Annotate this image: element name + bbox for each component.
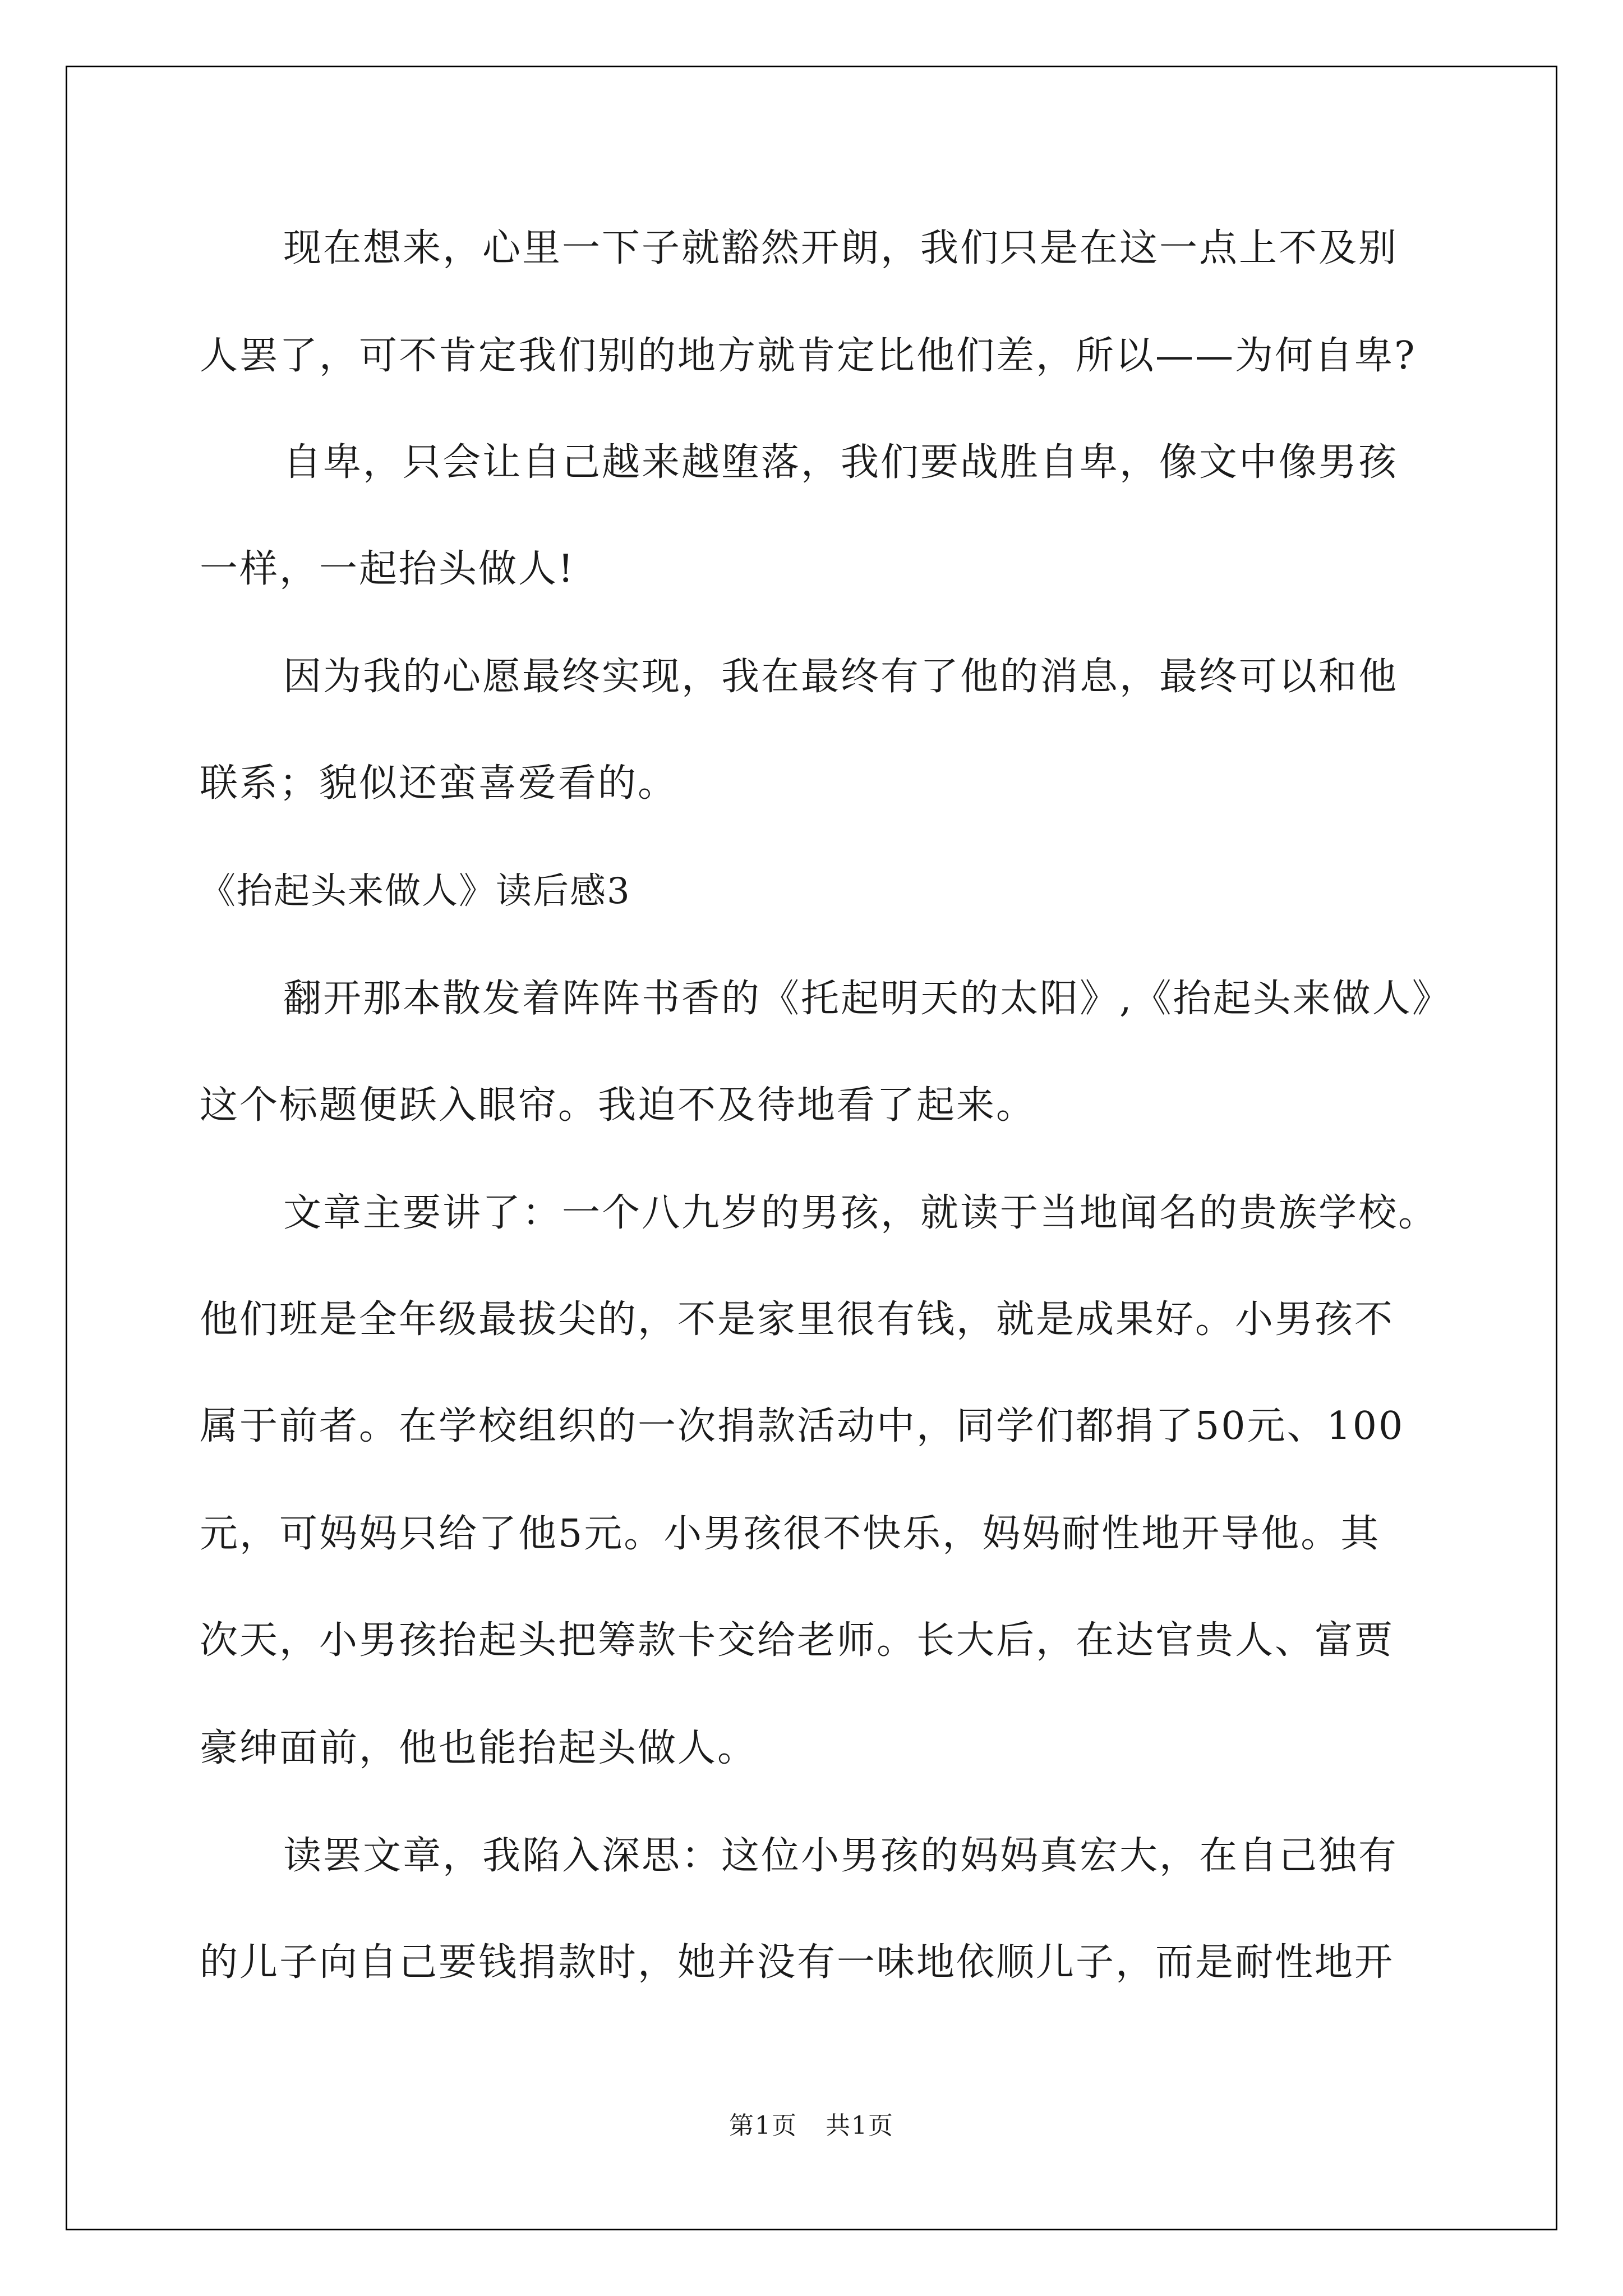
paragraph-line: 因为我的心愿最终实现，我在最终有了他的消息，最终可以和他	[283, 655, 1399, 699]
page-border	[66, 66, 1557, 2230]
paragraph-line: 这个标题便跃入眼帘。我迫不及待地看了起来。	[200, 1083, 1036, 1128]
paragraph-line: 次天，小男孩抬起头把筹款卡交给老师。长大后，在达官贵人、富贾	[200, 1618, 1395, 1663]
paragraph-line: 的儿子向自己要钱捐款时，她并没有一味地依顺儿子，而是耐性地开	[200, 1940, 1395, 1985]
paragraph-line: 豪绅面前，他也能抬起头做人。	[200, 1726, 758, 1770]
paragraph-line: 读罢文章，我陷入深思：这位小男孩的妈妈真宏大，在自己独有	[283, 1834, 1399, 1878]
section-heading: 《抬起头来做人》读后感3	[200, 871, 631, 912]
paragraph-line: 文章主要讲了：一个八九岁的男孩，就读于当地闻名的贵族学校。	[283, 1191, 1438, 1235]
page-total: 共1页	[826, 2111, 894, 2140]
page-footer	[0, 2109, 1623, 2143]
paragraph-line: 现在想来，心里一下子就豁然开朗，我们只是在这一点上不及别	[283, 226, 1399, 270]
paragraph-line: 自卑，只会让自己越来越堕落，我们要战胜自卑，像文中像男孩	[283, 440, 1399, 485]
paragraph-line: 他们班是全年级最拔尖的，不是家里很有钱，就是成果好。小男孩不	[200, 1297, 1395, 1342]
paragraph-line: 一样，一起抬头做人!	[200, 547, 575, 591]
paragraph-line: 人罢了，可不肯定我们别的地方就肯定比他们差，所以——为何自卑?	[200, 334, 1417, 378]
paragraph-line: 元，可妈妈只给了他5元。小男孩很不快乐，妈妈耐性地开导他。其	[200, 1512, 1381, 1556]
page-number: 第1页	[729, 2111, 797, 2140]
paragraph-line: 翻开那本散发着阵阵书香的《托起明天的太阳》,《抬起头来做人》	[283, 977, 1452, 1021]
paragraph-line: 联系；貌似还蛮喜爱看的。	[200, 761, 678, 806]
paragraph-line: 属于前者。在学校组织的一次捐款活动中，同学们都捐了50元、100	[200, 1404, 1405, 1448]
